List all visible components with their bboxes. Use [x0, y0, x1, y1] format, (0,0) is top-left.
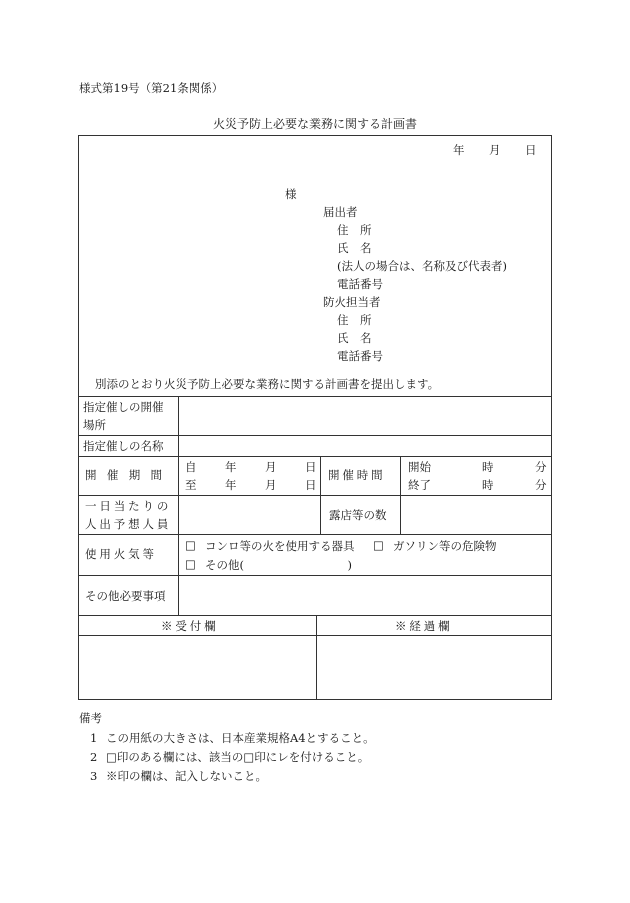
hours-start: 開始: [408, 460, 431, 474]
addressee-suffix: 様: [285, 187, 297, 201]
remarks-title: 備考: [79, 711, 102, 725]
hours-end-hour: 時: [482, 478, 494, 492]
form-table: [78, 135, 552, 700]
hours-start-minute: 分: [535, 460, 547, 474]
other-items-field[interactable]: [179, 576, 551, 615]
submission-statement: 別添のとおり火災予防上必要な業務に関する計画書を提出します。: [95, 377, 440, 391]
event-name-label: 指定催しの名称: [83, 439, 164, 453]
remark-item: [90, 749, 369, 765]
fire-option-1-label: コンロ等の火を使用する器具: [205, 539, 355, 553]
notifier-phone: 電話番号: [337, 277, 383, 291]
attendance-label: 一日当たりの: [85, 499, 172, 513]
notifier-label: 届出者: [323, 205, 358, 219]
remark-number: 1: [90, 731, 98, 745]
reception-field: [79, 636, 316, 700]
period-to: 至: [185, 478, 197, 492]
fire-use-label: 使用火気等: [85, 547, 157, 561]
fire-manager-label: 防火担当者: [323, 295, 381, 309]
fire-option-3-checkbox[interactable]: □: [185, 557, 196, 571]
progress-field: [317, 636, 551, 700]
fire-option-3-label: その他( ): [205, 558, 352, 572]
fire-manager-address: 住 所: [337, 313, 372, 327]
remark-text: □印のある欄には、該当の□印にレを付けること。: [106, 750, 370, 764]
period-to-month: 月: [265, 478, 277, 492]
hours-end-minute: 分: [535, 478, 547, 492]
period-to-year: 年: [225, 478, 237, 492]
date-year: 年: [453, 143, 465, 157]
hours-label: 開催時間: [328, 468, 386, 482]
notifier-name: 氏 名: [337, 241, 372, 255]
remark-text: ※印の欄は、記入しないこと。: [106, 769, 267, 783]
notifier-address: 住 所: [337, 223, 372, 237]
remark-number: 2: [90, 750, 98, 764]
period-from-month: 月: [265, 460, 277, 474]
period-from: 自: [185, 460, 197, 474]
remark-item: [90, 730, 375, 746]
fire-manager-phone: 電話番号: [337, 349, 383, 363]
stalls-field[interactable]: [401, 496, 551, 534]
fire-option-2-label: ガソリン等の危険物: [393, 539, 497, 553]
period-label: 開催期間: [85, 468, 173, 482]
period-from-year: 年: [225, 460, 237, 474]
progress-label: ※経過欄: [395, 619, 453, 633]
fire-option-2-checkbox[interactable]: □: [373, 538, 384, 552]
notifier-corp-note: (法人の場合は、名称及び代表者): [337, 259, 507, 273]
attendance-field[interactable]: [179, 496, 320, 534]
venue-label-2: 場所: [83, 418, 106, 432]
attendance-label-2: 人出予想人員: [85, 517, 172, 531]
hours-end: 終了: [408, 478, 431, 492]
hours-start-hour: 時: [482, 460, 494, 474]
venue-field[interactable]: [179, 397, 551, 435]
fire-manager-name: 氏 名: [337, 331, 372, 345]
other-items-label: その他必要事項: [85, 589, 166, 603]
period-from-day: 日: [305, 460, 317, 474]
stalls-label: 露店等の数: [329, 508, 387, 522]
date-day: 日: [525, 143, 537, 157]
period-to-day: 日: [305, 478, 317, 492]
form-title: 火災予防上必要な業務に関する計画書: [212, 117, 417, 131]
form-number: 様式第19号（第21条関係）: [79, 81, 224, 95]
remark-number: 3: [90, 769, 98, 783]
event-name-field[interactable]: [179, 436, 551, 456]
reception-label: ※受付欄: [161, 619, 219, 633]
venue-label: 指定催しの開催: [83, 400, 164, 414]
remark-item: [90, 768, 267, 784]
date-month: 月: [489, 143, 501, 157]
remark-text: この用紙の大きさは、日本産業規格A4とすること。: [106, 731, 375, 745]
fire-option-1-checkbox[interactable]: □: [185, 538, 196, 552]
